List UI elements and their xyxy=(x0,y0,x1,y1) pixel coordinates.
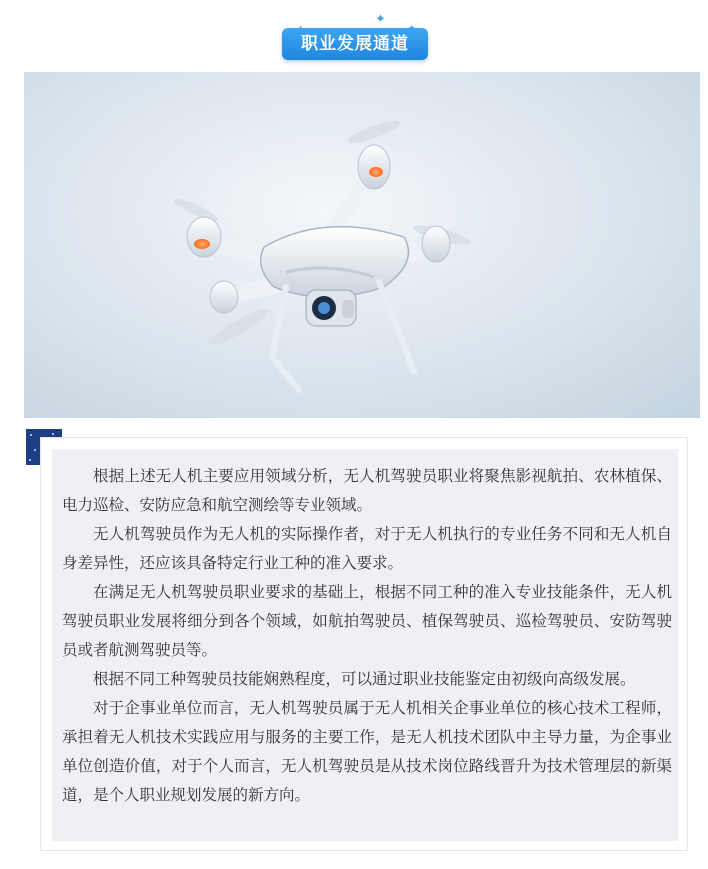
drone-icon xyxy=(24,72,700,418)
section-title: 职业发展通道 xyxy=(301,34,409,54)
paragraph: 在满足无人机驾驶员职业要求的基础上，根据不同工种的准入专业技能条件，无人机驾驶员职业发展将细分到各个领域，如航拍驾驶员、植保驾驶员、巡检驾驶员、安防驾驶员或者航测驾驶员等。 xyxy=(62,583,672,659)
paragraph: 无人机驾驶员作为无人机的实际操作者，对于无人机执行的专业任务不同和无人机自身差异性，还应该具备特定行业工种的准入要求。 xyxy=(62,525,672,572)
section-title-banner xyxy=(0,12,708,62)
paragraph: 对于企事业单位而言，无人机驾驶员属于无人机相关企事业单位的核心技术工程师，承担着无人机技术实践应用与服务的主要工作，是无人机技术团队中主导力量，为企事业单位创造价值，对于个人而言，无人机驾驶员是从技术岗位路线晋升为技术管理层的新渠道，是个人职业规划发展的新方向。 xyxy=(62,699,672,804)
paragraph: 根据上述无人机主要应用领域分析，无人机驾驶员职业将聚焦影视航拍、农林植保、电力巡检、安防应急和航空测绘等专业领域。 xyxy=(62,467,672,514)
drone-photo xyxy=(24,72,700,418)
sparkle-icon: ✦ xyxy=(375,12,386,27)
article-body xyxy=(62,462,672,810)
section-title-badge xyxy=(282,28,428,60)
paragraph: 根据不同工种驾驶员技能娴熟程度，可以通过职业技能鉴定由初级向高级发展。 xyxy=(93,670,636,688)
